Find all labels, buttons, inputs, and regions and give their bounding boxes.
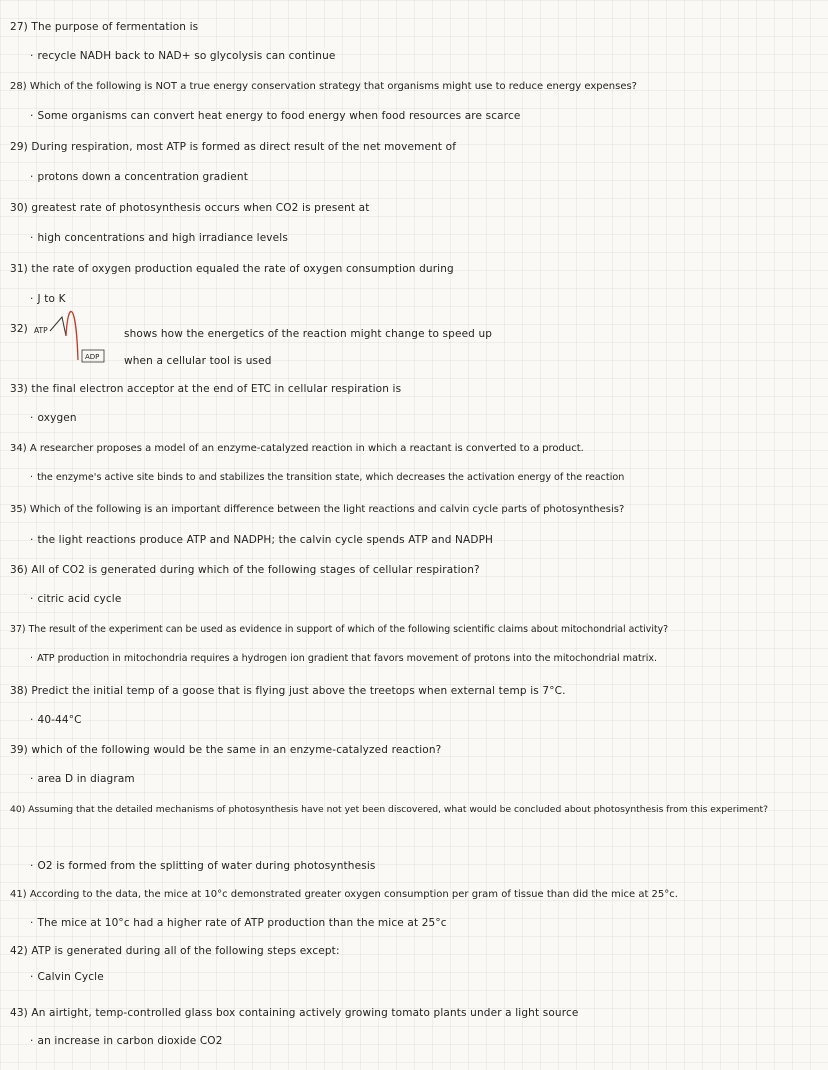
question-31 — [10, 262, 454, 276]
question-text: which of the following would be the same in an enzyme-catalyzed reaction? — [31, 744, 442, 756]
question-text: An airtight, temp-controlled glass box containing actively growing tomato plants under a light source — [31, 1007, 579, 1019]
answer-text: O2 is formed from the splitting of water during photosynthesis — [37, 860, 376, 872]
answer-text: J to K — [37, 293, 66, 305]
question-number: 40) — [10, 804, 26, 815]
question-35 — [10, 503, 624, 517]
answer-37 — [30, 652, 657, 666]
answer-text: oxygen — [37, 412, 77, 424]
small-curve — [50, 317, 66, 336]
energy-diagram-sketch — [8, 306, 118, 368]
question-text: A researcher proposes a model of an enzyme-catalyzed reaction in which a reactant is converted to a product. — [29, 443, 584, 454]
question-33 — [10, 382, 401, 396]
bullet: · — [30, 232, 34, 244]
question-28 — [10, 80, 637, 94]
question-32-text — [124, 327, 492, 341]
answer-35 — [30, 533, 493, 547]
answer-27 — [30, 49, 336, 63]
atp-label: ATP — [34, 326, 48, 335]
question-41 — [10, 888, 678, 902]
answer-text: protons down a concentration gradient — [37, 171, 248, 183]
bullet: · — [30, 653, 34, 664]
question-number: 42) — [10, 945, 28, 957]
question-29 — [10, 140, 456, 154]
question-43 — [10, 1006, 579, 1020]
answer-text: recycle NADH back to NAD+ so glycolysis can continue — [37, 50, 336, 62]
question-text: Assuming that the detailed mechanisms of photosynthesis have not yet been discovered, what would be concluded about photosynthesis from this experiment? — [28, 804, 768, 815]
question-number: 37) — [10, 624, 26, 635]
question-text: Which of the following is an important difference between the light reactions and calvin cycle parts of photosynthesis? — [29, 504, 625, 515]
answer-text: the enzyme's active site binds to and stabilizes the transition state, which decreases the activation energy of the reaction — [37, 472, 625, 483]
question-text: shows how the energetics of the reaction might change to speed up — [124, 328, 493, 340]
answer-41 — [30, 916, 447, 930]
question-text: Predict the initial temp of a goose that is flying just above the treetops when external temp is 7°C. — [31, 685, 566, 697]
question-text: All of CO2 is generated during which of the following stages of cellular respiration? — [31, 564, 480, 576]
answer-text: The mice at 10°c had a higher rate of ATP production than the mice at 25°c — [37, 917, 447, 929]
answer-38 — [30, 713, 82, 727]
bullet: · — [30, 472, 34, 483]
question-number: 39) — [10, 744, 28, 756]
bullet: · — [30, 714, 34, 726]
question-text: Which of the following is NOT a true energy conservation strategy that organisms might use to reduce energy expenses? — [29, 81, 637, 92]
question-34 — [10, 442, 584, 456]
answer-text: high concentrations and high irradiance levels — [37, 232, 288, 244]
question-text: greatest rate of photosynthesis occurs when CO2 is present at — [31, 202, 370, 214]
bullet: · — [30, 971, 34, 983]
bullet: · — [30, 534, 34, 546]
question-number: 38) — [10, 685, 28, 697]
bullet: · — [30, 773, 34, 785]
answer-43 — [30, 1034, 223, 1048]
answer-33 — [30, 411, 77, 425]
bullet: · — [30, 412, 34, 424]
answer-text: citric acid cycle — [37, 593, 122, 605]
question-number: 31) — [10, 263, 28, 275]
question-number: 36) — [10, 564, 28, 576]
answer-30 — [30, 231, 288, 245]
question-number: 32) — [10, 323, 28, 335]
question-42 — [10, 944, 340, 958]
question-38 — [10, 684, 566, 698]
answer-31 — [30, 292, 66, 306]
answer-text: area D in diagram — [37, 773, 135, 785]
question-number: 43) — [10, 1007, 28, 1019]
question-40 — [10, 803, 768, 817]
question-39 — [10, 743, 441, 757]
question-number: 34) — [10, 443, 27, 454]
bullet: · — [30, 110, 34, 122]
answer-29 — [30, 170, 248, 184]
question-number: 28) — [10, 81, 27, 92]
question-text: According to the data, the mice at 10°c demonstrated greater oxygen consumption per gram of tissue than did the mice at 25°c. — [29, 889, 678, 900]
answer-28 — [30, 109, 521, 123]
question-text: when a cellular tool is used — [124, 355, 272, 367]
question-text: During respiration, most ATP is formed as direct result of the net movement of — [31, 141, 457, 153]
answer-text: Calvin Cycle — [37, 971, 104, 983]
question-text: the rate of oxygen production equaled the rate of oxygen consumption during — [31, 263, 454, 275]
question-number: 30) — [10, 202, 28, 214]
question-number: 33) — [10, 383, 28, 395]
bullet: · — [30, 1035, 34, 1047]
question-37 — [10, 623, 668, 637]
question-number: 35) — [10, 504, 27, 515]
question-text: ATP is generated during all of the following steps except: — [31, 945, 340, 957]
answer-text: 40-44°C — [37, 714, 82, 726]
bullet: · — [30, 917, 34, 929]
question-text: The purpose of fermentation is — [31, 21, 199, 33]
bullet: · — [30, 50, 34, 62]
answer-text: an increase in carbon dioxide CO2 — [37, 1035, 223, 1047]
question-32-text-continued — [124, 354, 272, 368]
answer-34 — [30, 471, 624, 485]
bullet: · — [30, 860, 34, 872]
question-27 — [10, 20, 198, 34]
question-number: 29) — [10, 141, 28, 153]
answer-text: ATP production in mitochondria requires a hydrogen ion gradient that favors movement of protons into the mitochondrial matrix. — [37, 653, 658, 664]
answer-text: Some organisms can convert heat energy to food energy when food resources are scarce — [37, 110, 521, 122]
bullet: · — [30, 293, 34, 305]
answer-39 — [30, 772, 135, 786]
activation-curve — [66, 311, 78, 360]
question-number: 27) — [10, 21, 28, 33]
question-text: the final electron acceptor at the end of ETC in cellular respiration is — [31, 383, 402, 395]
adp-label: ADP — [85, 353, 100, 361]
question-30 — [10, 201, 369, 215]
answer-40 — [30, 859, 376, 873]
answer-text: the light reactions produce ATP and NADPH; the calvin cycle spends ATP and NADPH — [37, 534, 494, 546]
bullet: · — [30, 171, 34, 183]
question-36 — [10, 563, 480, 577]
answer-36 — [30, 592, 121, 606]
bullet: · — [30, 593, 34, 605]
question-text: The result of the experiment can be used as evidence in support of which of the following scientific claims about mitochondrial activity? — [28, 624, 669, 635]
question-number: 41) — [10, 889, 27, 900]
answer-42 — [30, 970, 104, 984]
